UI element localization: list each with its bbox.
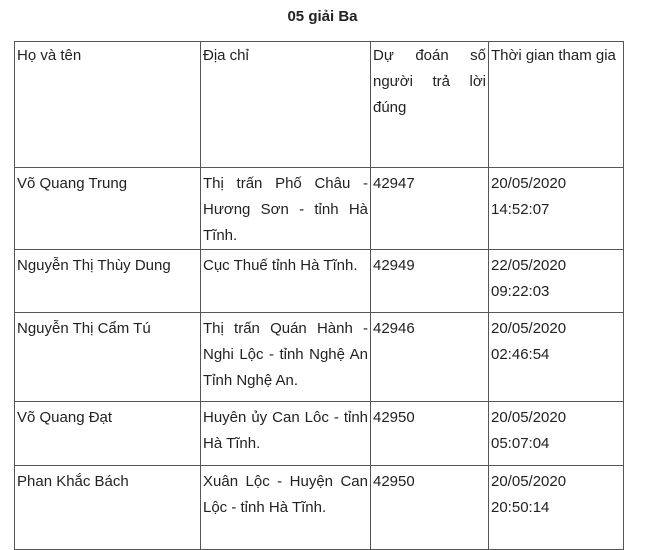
cell-clock: 09:22:03 xyxy=(491,283,550,300)
cell-name: Phan Khắc Bách xyxy=(15,466,201,550)
cell-date: 20/05/2020 xyxy=(491,473,567,490)
cell-address: Thị trấn Quán Hành - Nghi Lộc - tỉnh Nghệ An Tỉnh Nghệ An. xyxy=(201,313,371,402)
cell-time xyxy=(489,402,624,466)
table-header-row xyxy=(15,42,624,168)
cell-prediction: 42950 xyxy=(371,402,489,466)
cell-address: Thị trấn Phố Châu - Hương Sơn - tỉnh Hà Tĩnh. xyxy=(201,168,371,250)
table-row xyxy=(15,466,624,550)
cell-prediction: 42947 xyxy=(371,168,489,250)
cell-address: Cục Thuế tỉnh Hà Tĩnh. xyxy=(201,250,371,313)
cell-date: 20/05/2020 xyxy=(491,409,567,426)
cell-name: Nguyễn Thị Cẩm Tú xyxy=(15,313,201,402)
cell-clock: 05:07:04 xyxy=(491,435,550,452)
cell-time xyxy=(489,466,624,550)
cell-clock: 20:50:14 xyxy=(491,499,550,516)
cell-time xyxy=(489,313,624,402)
winners-table xyxy=(14,41,624,550)
cell-time xyxy=(489,168,624,250)
header-name: Họ và tên xyxy=(15,42,201,168)
cell-prediction: 42949 xyxy=(371,250,489,313)
cell-name: Võ Quang Đạt xyxy=(15,402,201,466)
cell-prediction: 42946 xyxy=(371,313,489,402)
table-row xyxy=(15,168,624,250)
table-row xyxy=(15,402,624,466)
table-row xyxy=(15,250,624,313)
cell-address: Xuân Lộc - Huyện Can Lộc - tỉnh Hà Tĩnh. xyxy=(201,466,371,550)
cell-name: Nguyễn Thị Thùy Dung xyxy=(15,250,201,313)
cell-clock: 14:52:07 xyxy=(491,201,550,218)
table-row xyxy=(15,313,624,402)
cell-date: 20/05/2020 xyxy=(491,320,567,337)
cell-date: 22/05/2020 xyxy=(491,257,567,274)
cell-time xyxy=(489,250,624,313)
cell-date: 20/05/2020 xyxy=(491,175,567,192)
header-time: Thời gian tham gia xyxy=(489,42,624,168)
cell-prediction: 42950 xyxy=(371,466,489,550)
cell-address: Huyên ủy Can Lôc - tỉnh Hà Tĩnh. xyxy=(201,402,371,466)
page-title: 05 giải Ba xyxy=(287,8,358,25)
cell-name: Võ Quang Trung xyxy=(15,168,201,250)
header-address: Địa chỉ xyxy=(201,42,371,168)
cell-clock: 02:46:54 xyxy=(491,346,550,363)
header-prediction: Dự đoán số người trả lời đúng xyxy=(371,42,489,168)
